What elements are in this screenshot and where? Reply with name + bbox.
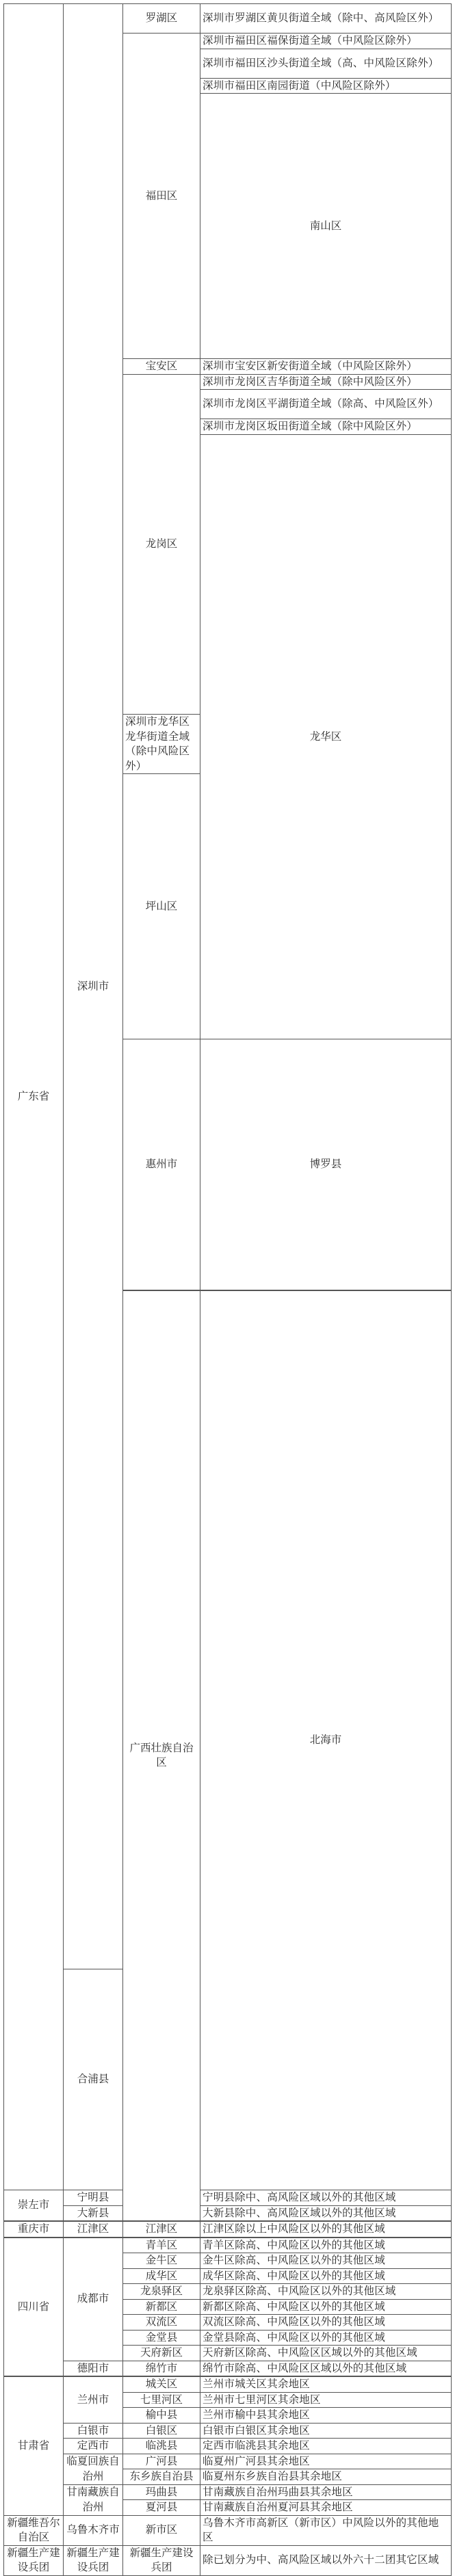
- district-cell: 夏河县: [123, 2500, 200, 2516]
- table-row: [4, 2515, 452, 2545]
- city-cell: 甘南藏族自治州: [64, 2484, 123, 2515]
- area-cell: 兰州市榆中县其余地区: [200, 2408, 452, 2424]
- district-cell: 福田区: [123, 34, 200, 359]
- table-row: [4, 2545, 452, 2575]
- district-cell: 七里河区: [123, 2392, 200, 2408]
- city-cell: 兰州市: [64, 2376, 123, 2423]
- district-cell: 城关区: [123, 2376, 200, 2392]
- area-cell: 临夏州广河县其余地区: [200, 2454, 452, 2469]
- table-row: [4, 2454, 452, 2469]
- city-cell: 德阳市: [64, 2361, 123, 2376]
- district-cell: 大新县: [64, 2205, 123, 2221]
- area-cell: 江津区除以上中风险区以外的其他区域: [200, 2221, 452, 2238]
- area-cell: 金堂县除高、中风险区以外的其他区域: [200, 2330, 452, 2346]
- area-cell: 双流区除高、中风险区以外的其他区域: [200, 2315, 452, 2331]
- table-row: [4, 2205, 452, 2221]
- city-cell: 乌鲁木齐市: [64, 2515, 123, 2545]
- area-cell: 兰州市七里河区其余地区: [200, 2392, 452, 2408]
- city-cell: 北海市: [200, 1290, 452, 2190]
- district-cell: 宝安区: [123, 359, 200, 375]
- district-cell: 青羊区: [123, 2238, 200, 2253]
- table-row: [4, 2439, 452, 2454]
- district-cell: 新都区: [123, 2299, 200, 2315]
- area-cell: 成华区除高、中风险区以外的其他区域: [200, 2268, 452, 2284]
- district-cell: 广河县: [123, 2454, 200, 2469]
- city-cell: 江津区: [64, 2221, 123, 2238]
- province-cell: 新疆维吾尔自治区: [4, 2515, 64, 2545]
- district-cell: 榆中县: [123, 2408, 200, 2424]
- province-cell: 四川省: [4, 2238, 64, 2377]
- city-cell: 深圳市: [64, 4, 123, 1969]
- district-cell: 临洮县: [123, 2439, 200, 2454]
- district-cell: 龙华区: [200, 434, 452, 1039]
- area-cell: 大新县除中、高风险区域以外的其他区域: [200, 2205, 452, 2221]
- city-cell: 惠州市: [123, 1039, 200, 1290]
- area-cell: 临夏州东乡族自治县其余地区: [200, 2469, 452, 2485]
- province-cell: 广东省: [4, 4, 64, 2190]
- table-row: [4, 2423, 452, 2439]
- area-cell: 深圳市龙华区龙华街道全域（除中风险区外）: [123, 715, 200, 774]
- area-cell: 深圳市福田区南园街道（中风险区除外）: [200, 78, 452, 94]
- province-cell: 甘肃省: [4, 2376, 64, 2515]
- district-cell: 新疆生产建设兵团: [123, 2545, 200, 2575]
- area-cell: 天府新区除高、中风险区区域以外的其他区域: [200, 2346, 452, 2361]
- area-cell: 除已划分为中、高风险区域以外六十二团其它区域: [200, 2545, 452, 2575]
- district-cell: 新市区: [123, 2515, 200, 2545]
- district-cell: 金堂县: [123, 2330, 200, 2346]
- area-cell: 宁明县除中、高风险区域以外的其他区域: [200, 2190, 452, 2206]
- area-cell: 深圳市罗湖区黄贝街道全域（除中、高风险区外）: [200, 4, 452, 34]
- area-cell: 深圳市宝安区新安街道全域（中风险区除外）: [200, 359, 452, 375]
- district-cell: 合浦县: [64, 1969, 123, 2190]
- area-cell: 深圳市龙岗区吉华街道全域（除中风险区外）: [200, 374, 452, 390]
- district-cell: 南山区: [200, 94, 452, 359]
- area-cell: 深圳市福田区福保街道全域（中风险区除外）: [200, 34, 452, 49]
- district-cell: 绵竹市: [123, 2361, 200, 2376]
- table-row: [4, 2361, 452, 2376]
- table-row: [4, 2238, 452, 2253]
- area-cell: 定西市临洮县其余地区: [200, 2439, 452, 2454]
- city-cell: 白银市: [64, 2423, 123, 2439]
- city-cell: 成都市: [64, 2238, 123, 2361]
- area-cell: 龙泉驿区除高、中风险区以外的其他区域: [200, 2284, 452, 2300]
- district-cell: 白银区: [123, 2423, 200, 2439]
- province-cell: 广西壮族自治区: [123, 1290, 200, 2222]
- district-cell: 江津区: [123, 2221, 200, 2238]
- district-cell: 玛曲县: [123, 2484, 200, 2500]
- city-cell: 新疆生产建设兵团: [64, 2545, 123, 2575]
- district-cell: 东乡族自治县: [123, 2469, 200, 2485]
- district-cell: 罗湖区: [123, 4, 200, 34]
- district-cell: 双流区: [123, 2315, 200, 2331]
- district-cell: 龙岗区: [123, 374, 200, 715]
- area-cell: 白银市白银区其余地区: [200, 2423, 452, 2439]
- table-row: [4, 2221, 452, 2238]
- area-cell: 青羊区除高、中风险区以外的其他区域: [200, 2238, 452, 2253]
- district-cell: 宁明县: [64, 2190, 123, 2206]
- province-cell: 重庆市: [4, 2221, 64, 2238]
- area-cell: 绵竹市除高、中风险区区域以外的其他区域: [200, 2361, 452, 2376]
- province-cell: 新疆生产建设兵团: [4, 2545, 64, 2575]
- district-cell: 金牛区: [123, 2253, 200, 2269]
- table-row: [4, 2376, 452, 2392]
- district-cell: 天府新区: [123, 2346, 200, 2361]
- table-row: [4, 2190, 452, 2206]
- low-risk-area-table: [3, 3, 452, 2576]
- area-cell: 金牛区除高、中风险区以外的其他区域: [200, 2253, 452, 2269]
- area-cell: 甘南藏族自治州玛曲县其余地区: [200, 2484, 452, 2500]
- city-cell: 崇左市: [4, 2190, 64, 2222]
- area-cell: 新都区除高、中风险区以外的其他区域: [200, 2299, 452, 2315]
- table-row: [4, 4, 452, 34]
- area-cell: 深圳市福田区沙头街道全域（高、中风险区除外）: [200, 49, 452, 78]
- area-cell: 兰州市城关区其余地区: [200, 2376, 452, 2392]
- district-cell: 博罗县: [200, 1039, 452, 1290]
- area-cell: 乌鲁木齐市高新区（新市区）中风险以外的其他地区: [200, 2515, 452, 2545]
- district-cell: 坪山区: [123, 774, 200, 1039]
- area-cell: 深圳市龙岗区平湖街道全域（除高、中风险区外）: [200, 390, 452, 419]
- table-row: [4, 2484, 452, 2500]
- district-cell: 龙泉驿区: [123, 2284, 200, 2300]
- area-cell: 甘南藏族自治州夏河县其余地区: [200, 2500, 452, 2516]
- city-cell: 临夏回族自治州: [64, 2454, 123, 2484]
- district-cell: 成华区: [123, 2268, 200, 2284]
- city-cell: 定西市: [64, 2439, 123, 2454]
- area-cell: 深圳市龙岗区坂田街道全域（除中风险区外）: [200, 419, 452, 435]
